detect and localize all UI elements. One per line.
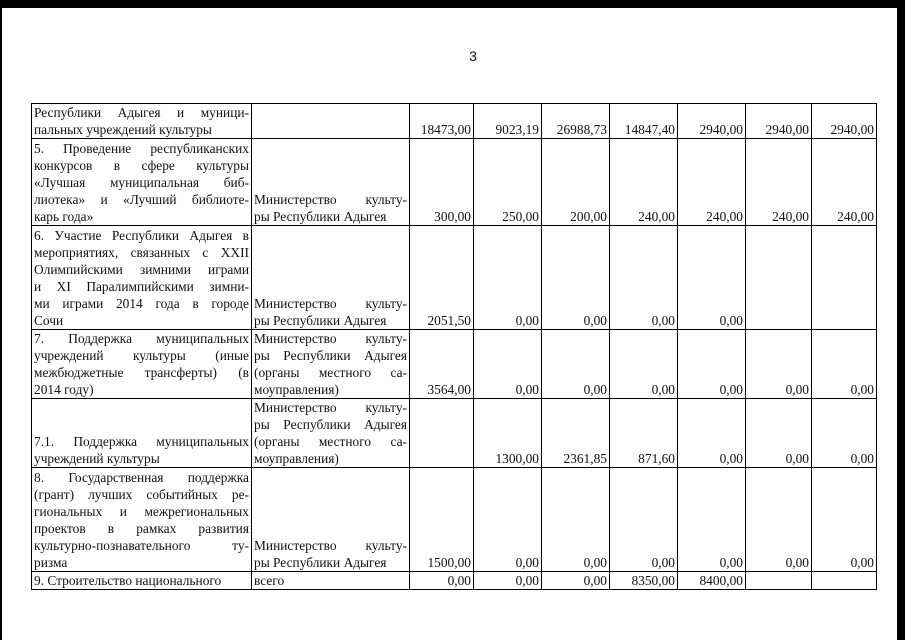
amount-cell: 18473,00 — [410, 104, 474, 139]
measure-name-cell — [32, 572, 252, 590]
amount-cell: 0,00 — [474, 572, 542, 590]
executor-line: Министерство культу- — [254, 192, 407, 207]
amount-cell: 200,00 — [542, 139, 610, 226]
program-budget-table — [31, 103, 877, 590]
measure-name-line: 7.1. Поддержка муниципальных — [34, 434, 249, 449]
measure-name-line: (грант) лучших событийных ре- — [34, 487, 249, 502]
amount-cell: 2940,00 — [678, 104, 746, 139]
measure-name-cell — [32, 139, 252, 226]
amount-cell — [746, 226, 812, 330]
amount-cell — [812, 572, 877, 590]
executor-cell — [252, 399, 410, 468]
executor-cell — [252, 104, 410, 139]
executor-line: ры Республики Адыгея — [254, 209, 387, 224]
amount-cell: 1500,00 — [410, 468, 474, 572]
table-row — [32, 330, 877, 399]
scan-border-right — [897, 0, 905, 640]
amount-cell: 9023,19 — [474, 104, 542, 139]
measure-name-line: гиональных и межрегиональных — [34, 504, 249, 519]
measure-name-cell — [32, 399, 252, 468]
amount-cell: 0,00 — [474, 226, 542, 330]
amount-cell: 2940,00 — [746, 104, 812, 139]
measure-name-line: конкурсов в сфере культуры — [34, 158, 249, 173]
measure-name-line: 8. Государственная поддержка — [34, 470, 249, 485]
executor-cell — [252, 572, 410, 590]
measure-name-line: 6. Участие Республики Адыгея в — [34, 228, 249, 243]
amount-cell: 0,00 — [812, 468, 877, 572]
amount-cell: 0,00 — [474, 330, 542, 399]
amount-cell: 14847,40 — [610, 104, 678, 139]
executor-line: ры Республики Адыгея — [254, 348, 407, 363]
amount-cell: 26988,73 — [542, 104, 610, 139]
page-number: 3 — [469, 48, 477, 64]
executor-line: ры Республики Адыгея — [254, 313, 387, 328]
amount-cell: 0,00 — [410, 572, 474, 590]
amount-cell: 0,00 — [746, 468, 812, 572]
executor-line: Министерство культу- — [254, 331, 407, 346]
executor-cell — [252, 468, 410, 572]
measure-name-line: Олимпийскими зимними играми — [34, 262, 249, 277]
measure-name-line: 5. Проведение республиканских — [34, 141, 249, 156]
scan-border-left — [0, 0, 2, 640]
amount-cell: 3564,00 — [410, 330, 474, 399]
measure-name-line: мероприятиях, связанных с XXII — [34, 245, 249, 260]
table-row — [32, 226, 877, 330]
amount-cell: 240,00 — [678, 139, 746, 226]
measure-name-line: учреждений культуры — [34, 451, 160, 466]
amount-cell: 240,00 — [746, 139, 812, 226]
executor-line: Министерство культу- — [254, 400, 407, 415]
amount-cell: 871,60 — [610, 399, 678, 468]
executor-line: моуправления) — [254, 382, 339, 397]
measure-name-line: ризма — [34, 555, 68, 570]
measure-name-line: пальных учреждений культуры — [34, 122, 212, 137]
table-row — [32, 104, 877, 139]
measure-name-cell — [32, 226, 252, 330]
measure-name-line: межбюджетные трансферты) (в — [34, 365, 249, 380]
executor-line: ры Республики Адыгея — [254, 555, 387, 570]
amount-cell: 240,00 — [812, 139, 877, 226]
amount-cell: 0,00 — [746, 330, 812, 399]
executor-line: ры Республики Адыгея — [254, 417, 407, 432]
measure-name-line: карь года» — [34, 209, 94, 224]
executor-cell — [252, 139, 410, 226]
measure-name-line: 2014 году) — [34, 382, 94, 397]
table-body — [32, 104, 877, 590]
amount-cell: 0,00 — [610, 468, 678, 572]
measure-name-line: Сочи — [34, 313, 64, 328]
amount-cell: 0,00 — [812, 399, 877, 468]
amount-cell: 250,00 — [474, 139, 542, 226]
measure-name-line: проектов в рамках развития — [34, 521, 249, 536]
amount-cell: 0,00 — [678, 330, 746, 399]
measure-name-line: 7. Поддержка муниципальных — [34, 331, 249, 346]
measure-name-line: культурно-познавательного ту- — [34, 538, 249, 553]
amount-cell: 0,00 — [678, 226, 746, 330]
amount-cell: 0,00 — [678, 468, 746, 572]
table-row — [32, 468, 877, 572]
executor-cell — [252, 330, 410, 399]
measure-name-cell — [32, 104, 252, 139]
amount-cell: 8350,00 — [610, 572, 678, 590]
amount-cell: 1300,00 — [474, 399, 542, 468]
measure-name-line: учреждений культуры (иные — [34, 348, 249, 363]
amount-cell: 0,00 — [610, 226, 678, 330]
amount-cell: 0,00 — [542, 572, 610, 590]
amount-cell: 0,00 — [542, 226, 610, 330]
amount-cell — [746, 572, 812, 590]
executor-line: (органы местного са- — [254, 434, 407, 449]
measure-name-cell — [32, 330, 252, 399]
amount-cell: 0,00 — [678, 399, 746, 468]
amount-cell: 0,00 — [542, 330, 610, 399]
measure-name-line: лиотека» и «Лучший библиоте- — [34, 192, 249, 207]
table-row — [32, 139, 877, 226]
table-row — [32, 572, 877, 590]
amount-cell: 2940,00 — [812, 104, 877, 139]
measure-name-line: ми играми 2014 года в городе — [34, 296, 249, 311]
amount-cell — [410, 399, 474, 468]
amount-cell: 2051,50 — [410, 226, 474, 330]
executor-line: Министерство культу- — [254, 296, 407, 311]
executor-line: Министерство культу- — [254, 538, 407, 553]
executor-line: всего — [254, 573, 285, 588]
amount-cell: 0,00 — [812, 330, 877, 399]
amount-cell: 8400,00 — [678, 572, 746, 590]
measure-name-line: «Лучшая муниципальная биб- — [34, 175, 249, 190]
executor-line: (органы местного са- — [254, 365, 407, 380]
amount-cell: 0,00 — [474, 468, 542, 572]
measure-name-cell — [32, 468, 252, 572]
measure-name-line: и XI Паралимпийскими зимни- — [34, 279, 249, 294]
scan-border-top — [0, 0, 905, 8]
amount-cell: 0,00 — [610, 330, 678, 399]
amount-cell: 300,00 — [410, 139, 474, 226]
executor-line: моуправления) — [254, 451, 339, 466]
table-row — [32, 399, 877, 468]
amount-cell: 0,00 — [746, 399, 812, 468]
measure-name-line: Республики Адыгея и муници- — [34, 105, 249, 120]
amount-cell: 240,00 — [610, 139, 678, 226]
amount-cell: 2361,85 — [542, 399, 610, 468]
amount-cell — [812, 226, 877, 330]
measure-name-line: 9. Строительство национального — [34, 573, 222, 588]
executor-cell — [252, 226, 410, 330]
amount-cell: 0,00 — [542, 468, 610, 572]
